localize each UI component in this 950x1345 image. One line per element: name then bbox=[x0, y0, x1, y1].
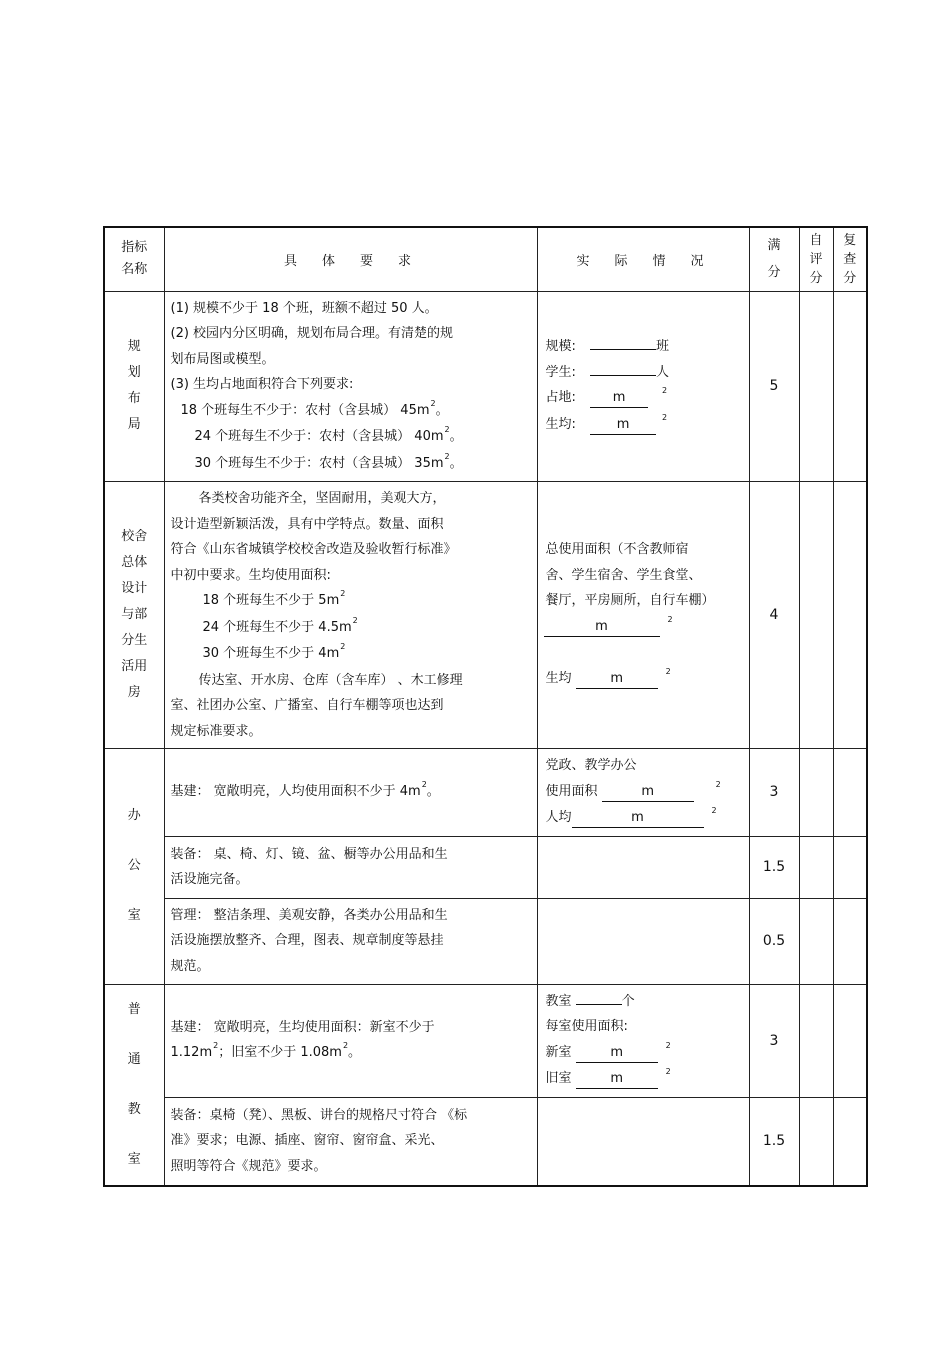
table-row-classroom-construction bbox=[104, 984, 867, 1097]
requirements-classroom-equipment: 装备：桌椅（凳）、黑板、讲台的规格尺寸符合 《标 准》要求；电源、插座、窗帘、窗帘盒、采光、 照明等符合《规范》要求。 bbox=[164, 1097, 537, 1185]
requirements-office-construction: 基建： 宽敞明亮，人均使用面积不少于 $4m^2$。 bbox=[164, 749, 537, 837]
requirements-planning: (1) 规模不少于 18 个班，班额不超过 50 人。 (2) 校园内分区明确，规划布局合理。有清楚的规 划布局图或模型。 (3) 生均占地面积符合下列要求: 18 个班每生不少于：农村（含县城） $45m^2$。 24 个班每生不少于：农村（含县城） $40m^2$。 30 个班每生不少于：农村（含县城） $35m^2$。 bbox=[164, 291, 537, 482]
indicator-classroom: 普通教室 bbox=[104, 984, 164, 1186]
self-score-office-construction bbox=[799, 749, 833, 837]
actual-office-management bbox=[537, 898, 749, 984]
review-score-office-construction bbox=[833, 749, 867, 837]
indicator-school-buildings: 校舍总体设计与部分生活用房 bbox=[104, 482, 164, 749]
table-row-office-management bbox=[104, 898, 867, 984]
indicator-planning: 规划布局 bbox=[104, 291, 164, 482]
requirements-office-management: 管理： 整洁条理、美观安静，各类办公用品和生 活设施摆放整齐、合理，图表、规章制度等悬挂 规范。 bbox=[164, 898, 537, 984]
requirements-classroom-construction: 基建： 宽敞明亮，生均使用面积：新室不少于 $1.12m^2$；旧室不少于 $1.08m^2$。 bbox=[164, 984, 537, 1097]
actual-classroom-equipment bbox=[537, 1097, 749, 1185]
self-score-classroom-construction bbox=[799, 984, 833, 1097]
header-review-score: 复查分 bbox=[833, 227, 867, 291]
header-requirements: 具 体 要 求 bbox=[164, 227, 537, 291]
actual-planning: 规模: 班 学生: 人 占地: m $^2$ 生均: m $^2$ bbox=[537, 291, 749, 482]
actual-office-equipment bbox=[537, 836, 749, 898]
review-score-school-buildings bbox=[833, 482, 867, 749]
self-score-school-buildings bbox=[799, 482, 833, 749]
actual-school-buildings: 总使用面积（不含教师宿 舍、学生宿舍、学生食堂、 餐厅，平房厕所，自行车棚） m $^2$ 生均 m $^2$ bbox=[537, 482, 749, 749]
requirements-school-buildings: 各类校舍功能齐全，坚固耐用，美观大方， 设计造型新颖活泼，具有中学特点。数量、面积 符合《山东省城镇学校校舍改造及验收暂行标准》 中初中要求。生均使用面积: 18 个班每生不少于 $5m^2$ 24 个班每生不少于 $4.5m^2$ 30 个班每生不少于 $4m^2$ 传达室、开水房、仓库（含车库） 、木工修理 室、社团办公室、广播室、自行车棚等项也达到 规定标准要求。 bbox=[164, 482, 537, 749]
header-indicator-name: 指标名称 bbox=[104, 227, 164, 291]
self-score-office-management bbox=[799, 898, 833, 984]
table-row-classroom-equipment bbox=[104, 1097, 867, 1185]
actual-classroom-construction: 教室 个 每室使用面积: 新室 m $^2$ 旧室 m $^2$ bbox=[537, 984, 749, 1097]
full-score-school-buildings: 4 bbox=[749, 482, 799, 749]
full-score-office-construction: 3 bbox=[749, 749, 799, 837]
review-score-classroom-equipment bbox=[833, 1097, 867, 1185]
full-score-classroom-equipment: 1.5 bbox=[749, 1097, 799, 1185]
table-row-planning bbox=[104, 291, 867, 482]
review-score-classroom-construction bbox=[833, 984, 867, 1097]
review-score-planning bbox=[833, 291, 867, 482]
header-actual-situation: 实 际 情 况 bbox=[537, 227, 749, 291]
table-row-office-construction bbox=[104, 749, 867, 837]
table-row-school-buildings bbox=[104, 482, 867, 749]
header-self-score: 自评分 bbox=[799, 227, 833, 291]
self-score-classroom-equipment bbox=[799, 1097, 833, 1185]
full-score-office-equipment: 1.5 bbox=[749, 836, 799, 898]
review-score-office-management bbox=[833, 898, 867, 984]
self-score-office-equipment bbox=[799, 836, 833, 898]
table-row-office-equipment bbox=[104, 836, 867, 898]
header-full-score: 满分 bbox=[749, 227, 799, 291]
evaluation-table bbox=[103, 226, 868, 1187]
indicator-office: 办公室 bbox=[104, 749, 164, 985]
requirements-office-equipment: 装备： 桌、椅、灯、镜、盆、橱等办公用品和生 活设施完备。 bbox=[164, 836, 537, 898]
self-score-planning bbox=[799, 291, 833, 482]
review-score-office-equipment bbox=[833, 836, 867, 898]
full-score-classroom-construction: 3 bbox=[749, 984, 799, 1097]
actual-office-construction: 党政、教学办公 使用面积 m $^2$ 人均 m $^2$ bbox=[537, 749, 749, 837]
full-score-planning: 5 bbox=[749, 291, 799, 482]
table-header-row bbox=[104, 227, 867, 291]
full-score-office-management: 0.5 bbox=[749, 898, 799, 984]
